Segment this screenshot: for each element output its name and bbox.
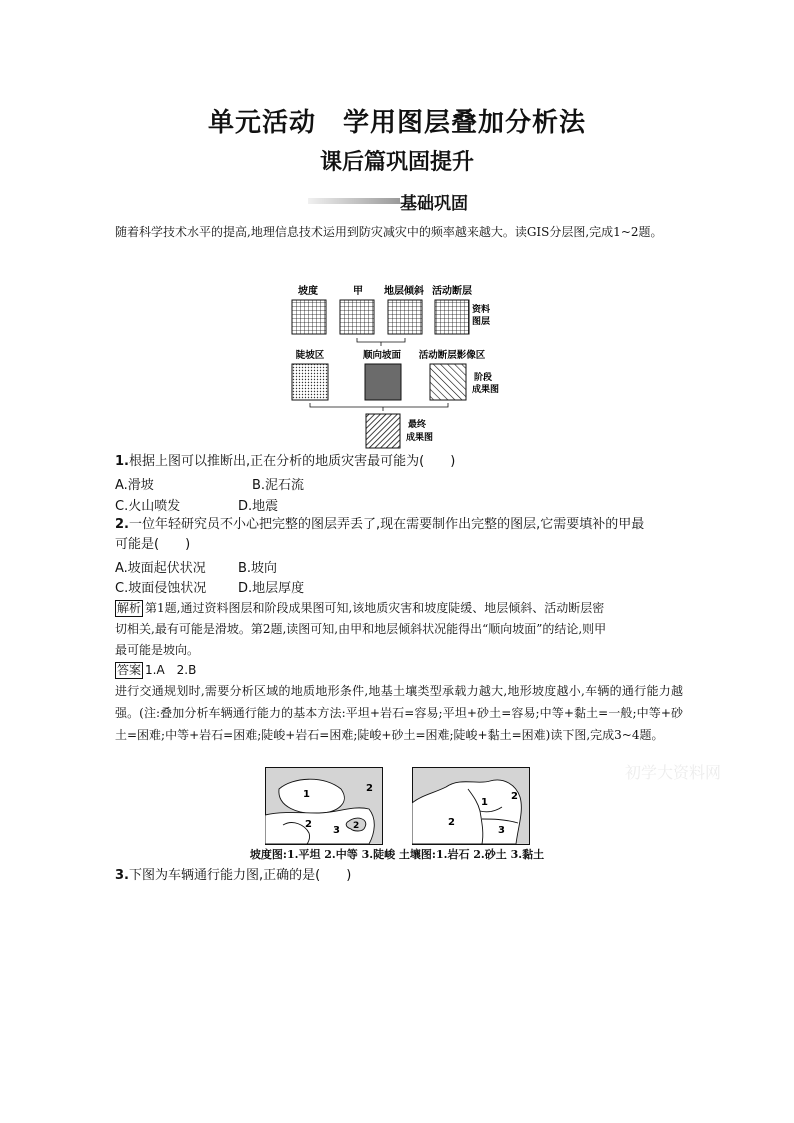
watermark: 初学大资料网 xyxy=(625,763,722,782)
side-label-data-2: 图层 xyxy=(472,317,491,327)
slope-number-3: 3 xyxy=(333,825,340,836)
layer-grid-slope xyxy=(292,300,326,334)
slope-number-2c: 2 xyxy=(353,821,360,831)
q2-option-c: C.坡面侵蚀状况 xyxy=(115,581,207,596)
intro-paragraph-2: 进行交通规划时,需要分析区域的地质地形条件,地基土壤类型承载力越大,地形坡度越小,车辆的通行能力越强。(注:叠加分析车辆通行能力的基本方法:平坦+岩石=容易;平坦+砂土=容易;中等+黏土=一般;中等+砂土=困难;中等+岩石=困难;陡峻+岩石=困难;陡峻+砂土=困难;陡峻+黏土=困难)读下图,完成3~4题。 xyxy=(115,684,683,742)
stage-label-fault-zone: 活动断层影像区 xyxy=(418,350,486,361)
gis-layer-diagram xyxy=(280,282,520,452)
slope-map xyxy=(265,767,383,845)
analysis-block xyxy=(115,598,683,661)
soil-map xyxy=(412,767,530,845)
layer-label-fault: 活动断层 xyxy=(432,286,472,297)
analysis-line-1: 第1题,通过资料图层和阶段成果图可知,该地质灾害和坡度陡缓、地层倾斜、活动断层密 xyxy=(145,601,605,615)
slope-number-2a: 2 xyxy=(366,783,373,794)
analysis-line-3: 最可能是坡向。 xyxy=(115,643,200,657)
side-label-data-1: 资料 xyxy=(472,305,491,315)
question-2-text-2: 可能是( ) xyxy=(115,537,191,552)
q1-option-a: A.滑坡 xyxy=(115,478,154,493)
answer-text: 1.A 2.B xyxy=(145,663,197,677)
answer-tag: 答案 xyxy=(117,663,142,677)
stage-map-fault xyxy=(430,364,466,400)
side-label-stage-1: 阶段 xyxy=(474,373,493,383)
soil-number-1: 1 xyxy=(481,797,488,808)
layer-label-slope: 坡度 xyxy=(298,286,318,297)
section-decoration-bar xyxy=(308,198,400,204)
stage-label-dip-slope: 顺向坡面 xyxy=(362,350,402,361)
layer-grid-fault xyxy=(435,300,469,334)
final-result-map xyxy=(366,414,400,448)
q2-option-d: D.地层厚度 xyxy=(238,581,305,596)
q1-option-c: C.火山喷发 xyxy=(115,499,181,514)
layer-label-jia: 甲 xyxy=(353,286,363,297)
map-caption: 坡度图:1.平坦 2.中等 3.陡峻 土壤图:1.岩石 2.砂土 3.黏土 xyxy=(249,848,545,861)
question-1 xyxy=(115,452,685,472)
q1-option-b: B.泥石流 xyxy=(252,478,305,493)
stage-map-steep xyxy=(292,364,328,400)
side-label-stage-2: 成果图 xyxy=(472,385,500,395)
question-1-text: 根据上图可以推断出,正在分析的地质灾害最可能为( ) xyxy=(128,454,456,469)
q2-option-b: B.坡向 xyxy=(238,561,278,576)
page-subtitle: 课后篇巩固提升 xyxy=(319,150,474,175)
q1-option-d: D.地震 xyxy=(238,499,279,514)
layer-grid-jia xyxy=(340,300,374,334)
analysis-line-2: 切相关,最有可能是滑坡。第2题,读图可知,由甲和地层倾斜状况能得出“顺向坡面”的结论,则甲 xyxy=(115,622,607,636)
q2-option-a: A.坡面起伏状况 xyxy=(115,561,206,576)
soil-number-2b: 2 xyxy=(448,817,455,828)
stage-map-dip-slope xyxy=(365,364,401,400)
soil-number-3: 3 xyxy=(498,825,505,836)
question-2-number: 2. xyxy=(115,517,129,532)
analysis-tag: 解析 xyxy=(117,601,142,615)
soil-number-2a: 2 xyxy=(511,791,518,802)
slope-number-1: 1 xyxy=(303,789,310,800)
bracket-lower xyxy=(310,403,448,411)
layer-grid-strata xyxy=(388,300,422,334)
stage-label-steep: 陡坡区 xyxy=(295,350,325,361)
question-3 xyxy=(115,866,685,886)
section-title: 基础巩固 xyxy=(400,194,468,214)
final-label-2: 成果图 xyxy=(406,433,434,443)
question-3-number: 3. xyxy=(115,868,129,883)
page-title: 单元活动 学用图层叠加分析法 xyxy=(207,108,586,138)
question-2 xyxy=(115,515,685,555)
question-2-text-1: 一位年轻研究员不小心把完整的图层弄丢了,现在需要制作出完整的图层,它需要填补的甲最 xyxy=(128,517,645,532)
layer-label-strata: 地层倾斜 xyxy=(384,286,424,297)
question-3-text: 下图为车辆通行能力图,正确的是( ) xyxy=(128,868,352,883)
bracket-upper xyxy=(357,338,405,346)
final-label-1: 最终 xyxy=(408,420,427,430)
slope-number-2b: 2 xyxy=(305,819,312,830)
intro-paragraph-1: 随着科学技术水平的提高,地理信息技术运用到防灾减灾中的频率越来越大。读GIS分层图,完成1~2题。 xyxy=(115,225,663,239)
question-1-number: 1. xyxy=(115,454,129,469)
answer-block xyxy=(115,659,683,682)
